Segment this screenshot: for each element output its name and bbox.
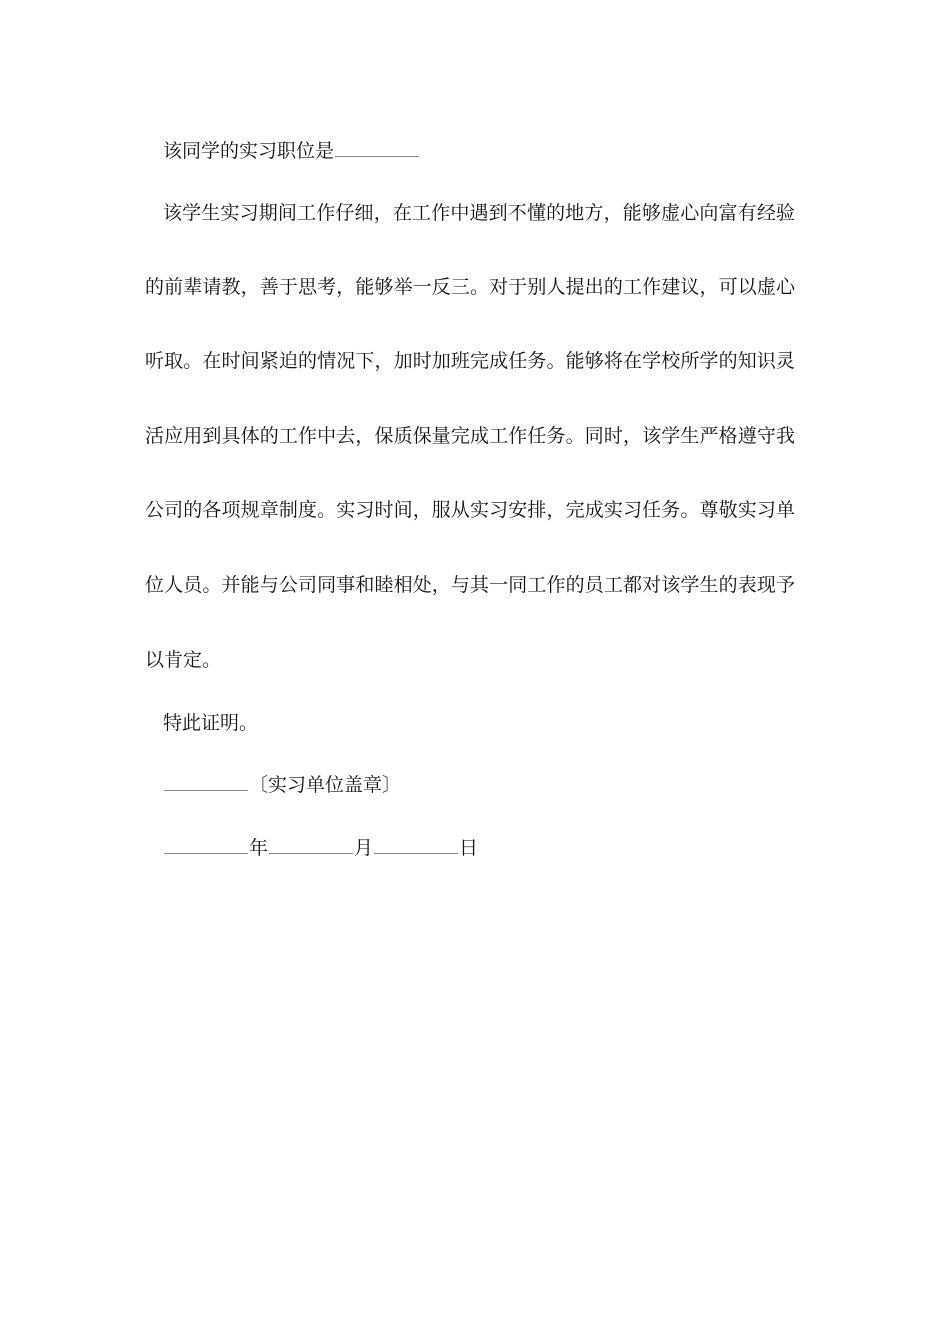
seal-line <box>163 773 401 797</box>
position-line <box>163 139 420 163</box>
date-line <box>163 836 478 860</box>
certify-line: 特此证明。 <box>163 712 259 734</box>
body-line-2: 的前辈请教，善于思考，能够举一反三。对于别人提出的工作建议，可以虚心 <box>145 276 795 298</box>
seal-label: 〔实习单位盖章〕 <box>249 774 402 796</box>
month-label: 月 <box>354 837 374 859</box>
year-blank <box>164 837 248 854</box>
day-label: 日 <box>459 837 479 859</box>
body-line-7: 以肯定。 <box>145 649 222 671</box>
position-blank <box>335 140 419 157</box>
body-line-3: 听取。在时间紧迫的情况下，加时加班完成任务。能够将在学校所学的知识灵 <box>145 350 795 372</box>
body-line-1: 该学生实习期间工作仔细，在工作中遇到不懂的地方，能够虚心向富有经验 <box>163 202 795 224</box>
body-line-6: 位人员。并能与公司同事和睦相处，与其一同工作的员工都对该学生的表现予 <box>145 574 795 596</box>
body-line-4: 活应用到具体的工作中去，保质保量完成工作任务。同时，该学生严格遵守我 <box>145 425 795 447</box>
seal-blank <box>164 774 248 791</box>
year-label: 年 <box>249 837 269 859</box>
body-line-5: 公司的各项规章制度。实习时间，服从实习安排，完成实习任务。尊敬实习单 <box>145 499 795 521</box>
month-blank <box>269 837 353 854</box>
day-blank <box>374 837 458 854</box>
position-label: 该同学的实习职位是 <box>163 140 335 162</box>
